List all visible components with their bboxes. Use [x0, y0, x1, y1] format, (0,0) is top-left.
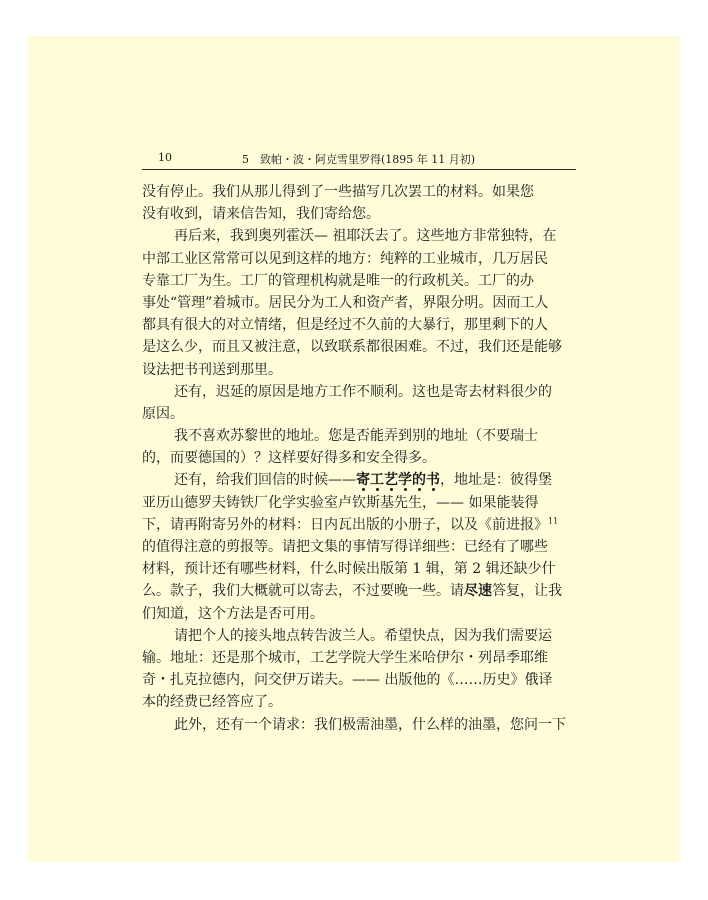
text-line: 专靠工厂为生。工厂的管理机构就是唯一的行政机关。工厂的办	[142, 272, 534, 289]
text-line: 的，而要德国的）？这样要好得多和安全得多。	[142, 450, 436, 467]
emphasis-dot-char: 学	[398, 472, 412, 489]
emphasis-dot-char: 的	[412, 472, 426, 489]
text-line: 亚历山德罗夫铸铁厂化学实验室卢钦斯基先生，—— 如果能装得	[142, 494, 539, 511]
text-line	[142, 580, 582, 602]
text-line	[142, 514, 582, 536]
text-line: 事处“管理”着城市。居民分为工人和资产者，界限分明。因而工人	[142, 294, 549, 311]
emphasized-text	[356, 472, 440, 488]
paragraph-start: 再后来，我到奥列霍沃— 祖耶沃去了。这些地方非常独特，在	[174, 228, 557, 245]
text-line: 原因。	[142, 405, 184, 422]
text-segment: 下，请再附寄另外的材料：日内瓦出版的小册子，以及《前进报》	[142, 516, 548, 533]
footnote-marker: 11	[548, 516, 559, 526]
emphasized-text-dotted	[356, 472, 440, 488]
emphasized-text: 尽速	[464, 583, 492, 600]
paragraph-start: 我不喜欢苏黎世的地址。您是否能弄到别的地址（不要瑞士	[174, 428, 538, 445]
emphasis-dot-char: 艺	[384, 472, 398, 489]
paragraph-start	[142, 469, 582, 491]
text-segment: 还有，给我们回信的时候——	[174, 472, 356, 489]
page-number: 10	[158, 151, 172, 164]
text-line: 中部工业区常常可以见到这样的地方：纯粹的工业城市，几万居民	[142, 250, 548, 267]
text-line: 们知道，这个方法是否可用。	[142, 605, 324, 622]
paragraph-start: 请把个人的接头地点转告波兰人。希望快点，因为我们需要运	[174, 627, 552, 644]
running-header	[142, 147, 576, 170]
text-line: 本的经费已经答应了。	[142, 694, 282, 711]
text-segment: ，地址是：彼得堡	[440, 472, 552, 489]
paragraph-start: 还有，迟延的原因是地方工作不顺利。这也是寄去材料很少的	[174, 383, 552, 400]
text-line: 材料，预计还有哪些材料，什么时候出版第 1 辑，第 2 辑还缺少什	[142, 561, 556, 578]
text-line: 的值得注意的剪报等。请把文集的事情写得详细些：已经有了哪些	[142, 539, 548, 555]
running-title: 5 致帕・波・阿克雪里罗得(1895 年 11 月初)	[242, 153, 476, 166]
text-line: 输。地址：还是那个城市，工艺学院大学生米哈伊尔・列昂季耶维	[142, 649, 548, 666]
emphasis-dot-char: 寄	[356, 472, 370, 489]
text-line: 奇・扎克拉德内，问交伊万诺夫。—— 出版他的《……历史》俄译	[142, 672, 553, 689]
text-line: 是这么少，而且又被注意，以致联系都很困难。不过，我们还是能够	[142, 339, 562, 356]
text-line: 都具有很大的对立情绪，但是经过不久前的大暴行，那里剩下的人	[142, 317, 548, 334]
text-segment: 么。款子，我们大概就可以寄去，不过要晚一些。请	[142, 583, 464, 600]
emphasis-dot-char: 书	[426, 472, 440, 489]
paragraph-start: 此外，还有一个请求：我们极需油墨，什么样的油墨，您问一下	[174, 716, 566, 733]
text-line: 没有停止。我们从那儿得到了一些描写几次罢工的材料。如果您	[142, 184, 534, 200]
text-segment: 答复，让我	[492, 583, 562, 600]
body-text	[142, 181, 582, 736]
text-line: 没有收到，请来信告知，我们寄给您。	[142, 206, 380, 223]
text-line: 设法把书刊送到那里。	[142, 361, 282, 378]
emphasis-dot-char: 工	[370, 472, 384, 489]
